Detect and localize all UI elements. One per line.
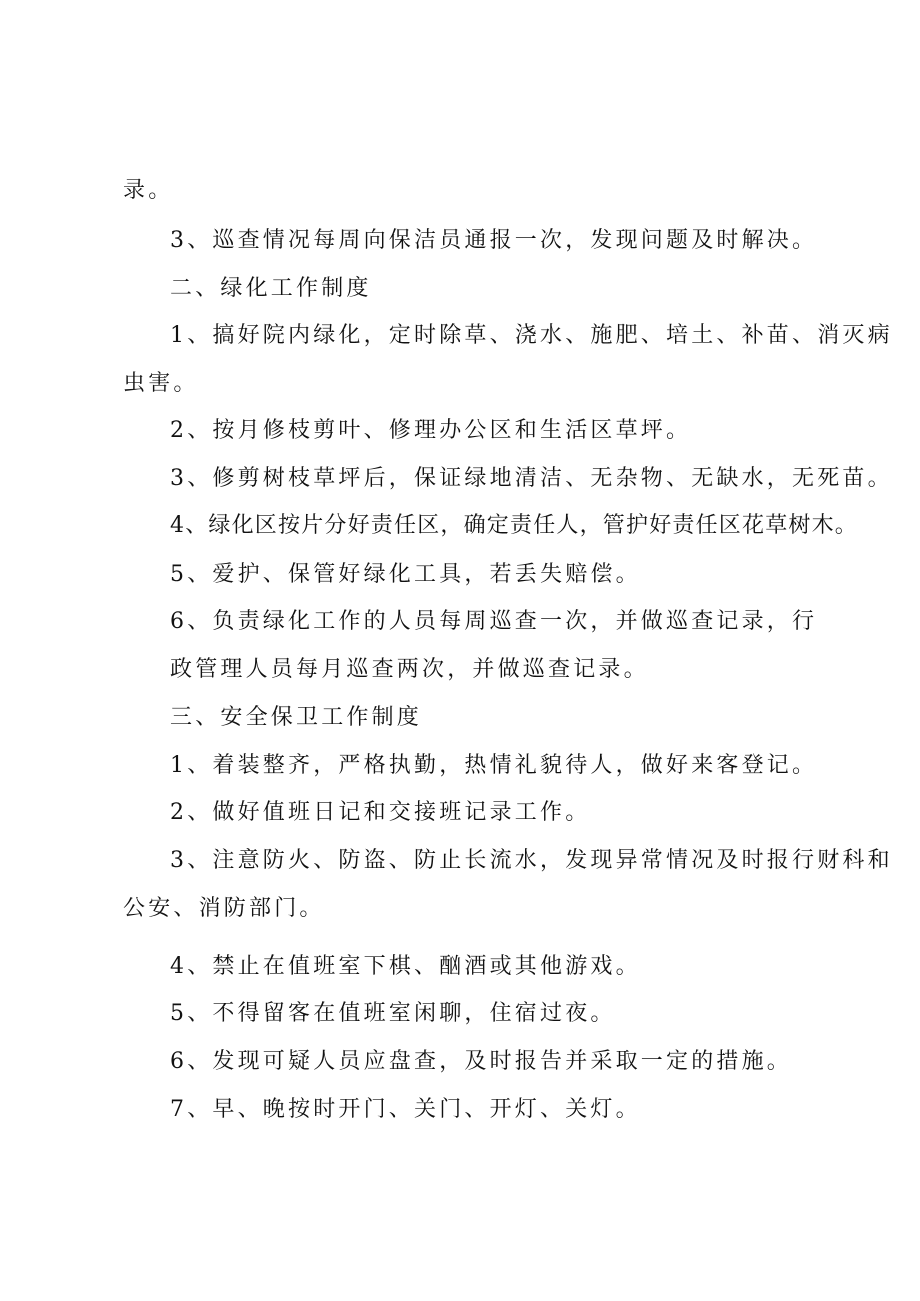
text-line: 4、绿化区按片分好责任区，确定责任人，管护好责任区花草树木。 xyxy=(170,513,858,538)
text-line: 6、负责绿化工作的人员每周巡查一次，并做巡查记录，行 xyxy=(170,609,818,634)
text-line: 录。 xyxy=(123,178,174,203)
text-line: 3、巡查情况每周向保洁员通报一次，发现问题及时解决。 xyxy=(170,228,818,253)
text-line: 7、早、晚按时开门、关门、开灯、关灯。 xyxy=(170,1097,641,1122)
text-line: 政管理人员每月巡查两次，并做巡查记录。 xyxy=(170,657,649,682)
text-line: 5、不得留客在值班室闲聊，住宿过夜。 xyxy=(170,1001,616,1026)
text-line: 虫害。 xyxy=(123,371,199,396)
text-line: 6、发现可疑人员应盘查，及时报告并采取一定的措施。 xyxy=(170,1049,792,1074)
text-line: 3、修剪树枝草坪后，保证绿地清洁、无杂物、无缺水，无死苗。 xyxy=(170,466,893,491)
section-heading: 二、绿化工作制度 xyxy=(170,276,372,301)
text-line: 2、按月修枝剪叶、修理办公区和生活区草坪。 xyxy=(170,418,692,443)
text-line: 2、做好值班日记和交接班记录工作。 xyxy=(170,800,591,825)
text-line: 4、禁止在值班室下棋、酗酒或其他游戏。 xyxy=(170,954,641,979)
text-line: 3、注意防火、防盗、防止长流水，发现异常情况及时报行财科和 xyxy=(170,848,893,873)
section-heading: 三、安全保卫工作制度 xyxy=(170,705,423,730)
text-line: 5、爱护、保管好绿化工具，若丢失赔偿。 xyxy=(170,562,641,587)
text-line: 1、搞好院内绿化，定时除草、浇水、施肥、培土、补苗、消灭病 xyxy=(170,323,893,348)
text-line: 1、着装整齐，严格执勤，热情礼貌待人，做好来客登记。 xyxy=(170,753,818,778)
text-line: 公安、消防部门。 xyxy=(123,896,325,921)
